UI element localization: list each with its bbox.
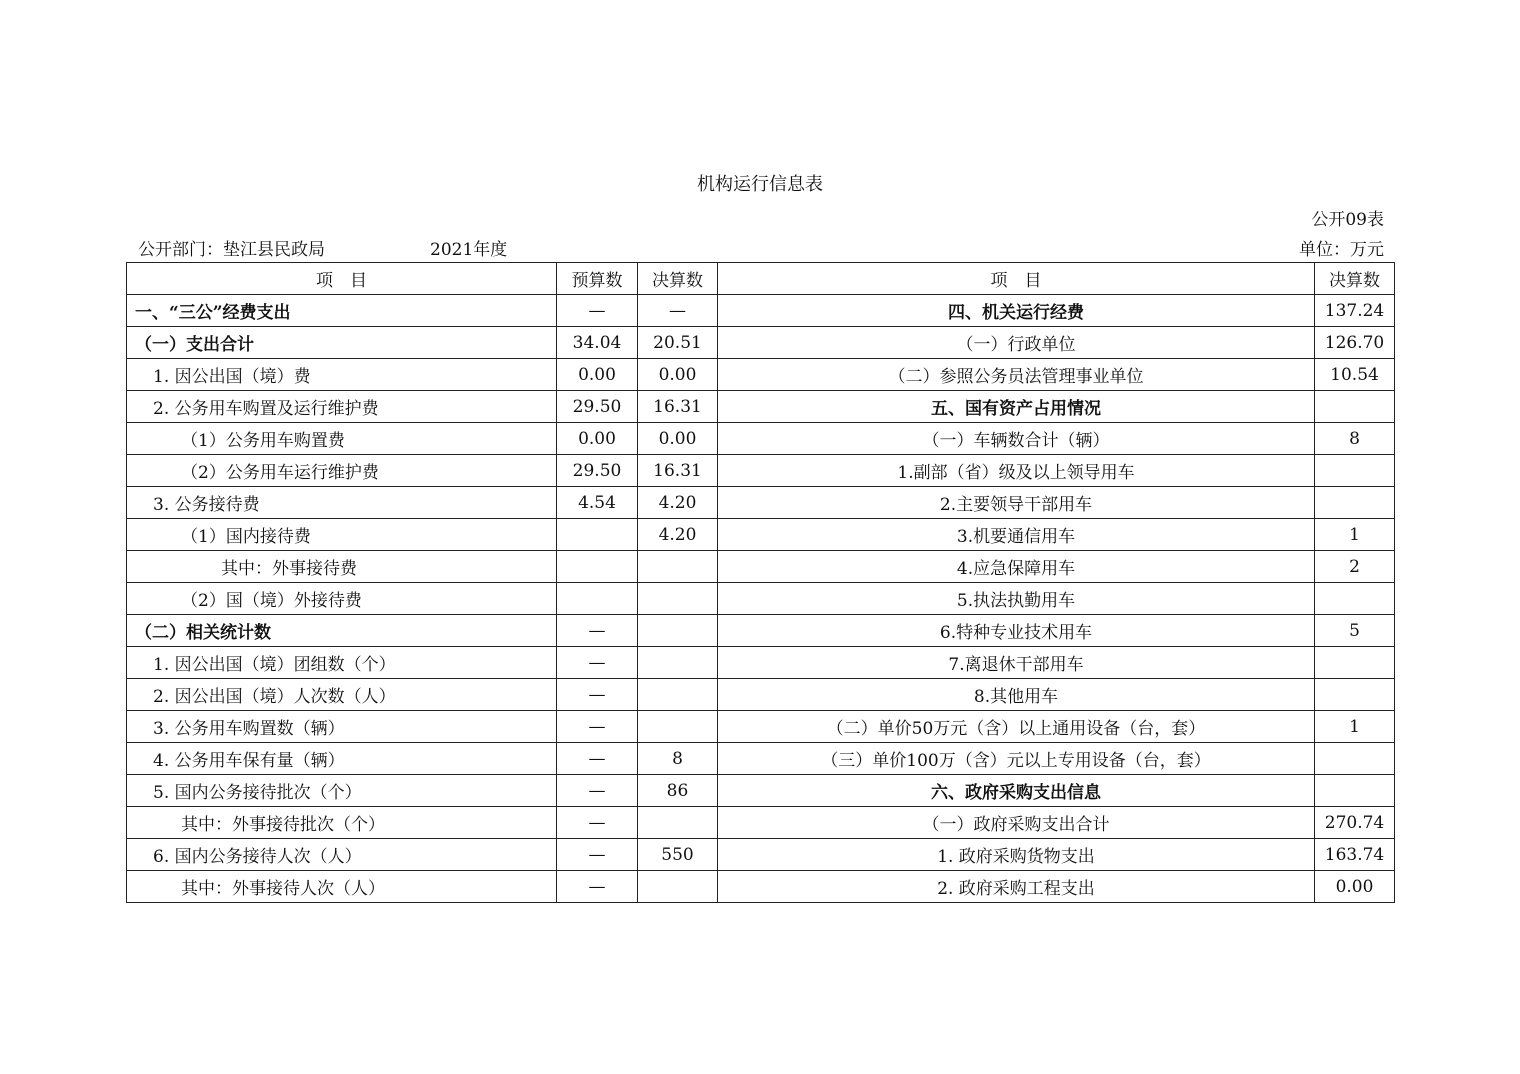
budget-cell: — — [557, 679, 638, 711]
table-row — [127, 743, 1395, 775]
left-item-cell: 4. 公务用车保有量（辆） — [127, 743, 557, 775]
unit-label: 单位：万元 — [1299, 240, 1384, 260]
final-cell: 4.20 — [638, 519, 718, 551]
budget-cell: — — [557, 295, 638, 327]
budget-cell: — — [557, 807, 638, 839]
form-number: 公开09表 — [1311, 210, 1384, 230]
right-final-cell — [1315, 391, 1395, 423]
right-final-cell: 126.70 — [1315, 327, 1395, 359]
right-item-cell: 6.特种专业技术用车 — [718, 615, 1315, 647]
budget-cell: — — [557, 615, 638, 647]
final-cell: — — [638, 295, 718, 327]
right-final-cell: 10.54 — [1315, 359, 1395, 391]
table-row — [127, 551, 1395, 583]
table-row — [127, 807, 1395, 839]
left-item-cell: （二）相关统计数 — [127, 615, 557, 647]
final-cell: 86 — [638, 775, 718, 807]
budget-cell: 29.50 — [557, 391, 638, 423]
table-row — [127, 679, 1395, 711]
left-item-cell: 其中：外事接待费 — [127, 551, 557, 583]
table-row — [127, 583, 1395, 615]
final-cell — [638, 871, 718, 903]
budget-cell — [557, 551, 638, 583]
info-table — [126, 262, 1395, 903]
budget-cell: 4.54 — [557, 487, 638, 519]
budget-cell: — — [557, 743, 638, 775]
right-final-cell: 137.24 — [1315, 295, 1395, 327]
right-item-cell: 六、政府采购支出信息 — [718, 775, 1315, 807]
right-final-cell — [1315, 583, 1395, 615]
table-row — [127, 455, 1395, 487]
fiscal-year: 2021年度 — [430, 240, 508, 260]
final-cell: 16.31 — [638, 391, 718, 423]
final-cell: 0.00 — [638, 423, 718, 455]
right-item-cell: （一）车辆数合计（辆） — [718, 423, 1315, 455]
final-cell — [638, 615, 718, 647]
final-cell — [638, 679, 718, 711]
table-row — [127, 359, 1395, 391]
right-item-cell: 2. 政府采购工程支出 — [718, 871, 1315, 903]
left-item-cell: 2. 因公出国（境）人次数（人） — [127, 679, 557, 711]
right-final-cell — [1315, 647, 1395, 679]
right-final-cell — [1315, 455, 1395, 487]
department-label: 公开部门：垫江县民政局 — [138, 240, 325, 260]
right-item-cell: 5.执法执勤用车 — [718, 583, 1315, 615]
right-final-cell — [1315, 743, 1395, 775]
header-budget: 预算数 — [557, 263, 638, 295]
header-item-left: 项 目 — [127, 263, 557, 295]
right-item-cell: 1.副部（省）级及以上领导用车 — [718, 455, 1315, 487]
budget-cell: — — [557, 839, 638, 871]
header-item-right: 项 目 — [718, 263, 1315, 295]
right-item-cell: 2.主要领导干部用车 — [718, 487, 1315, 519]
budget-cell: 29.50 — [557, 455, 638, 487]
left-item-cell: 3. 公务用车购置数（辆） — [127, 711, 557, 743]
right-final-cell — [1315, 679, 1395, 711]
table-row — [127, 295, 1395, 327]
budget-cell — [557, 519, 638, 551]
right-item-cell: 7.离退休干部用车 — [718, 647, 1315, 679]
budget-cell: — — [557, 711, 638, 743]
left-item-cell: 其中：外事接待人次（人） — [127, 871, 557, 903]
left-item-cell: 5. 国内公务接待批次（个） — [127, 775, 557, 807]
left-item-cell: （1）公务用车购置费 — [127, 423, 557, 455]
table-row — [127, 519, 1395, 551]
right-item-cell: （二）参照公务员法管理事业单位 — [718, 359, 1315, 391]
right-item-cell: 8.其他用车 — [718, 679, 1315, 711]
right-final-cell: 270.74 — [1315, 807, 1395, 839]
final-cell: 8 — [638, 743, 718, 775]
left-item-cell: 一、“三公”经费支出 — [127, 295, 557, 327]
right-final-cell: 5 — [1315, 615, 1395, 647]
table-row — [127, 871, 1395, 903]
final-cell — [638, 551, 718, 583]
right-final-cell: 2 — [1315, 551, 1395, 583]
page-title: 机构运行信息表 — [697, 174, 823, 195]
right-final-cell: 0.00 — [1315, 871, 1395, 903]
header-final: 决算数 — [638, 263, 718, 295]
right-item-cell: 3.机要通信用车 — [718, 519, 1315, 551]
budget-cell: — — [557, 775, 638, 807]
right-item-cell: （三）单价100万（含）元以上专用设备（台，套） — [718, 743, 1315, 775]
budget-cell — [557, 583, 638, 615]
right-item-cell: 五、国有资产占用情况 — [718, 391, 1315, 423]
left-item-cell: 3. 公务接待费 — [127, 487, 557, 519]
left-item-cell: 其中：外事接待批次（个） — [127, 807, 557, 839]
right-item-cell: （一）政府采购支出合计 — [718, 807, 1315, 839]
right-final-cell — [1315, 487, 1395, 519]
left-item-cell: 1. 因公出国（境）团组数（个） — [127, 647, 557, 679]
left-item-cell: （一）支出合计 — [127, 327, 557, 359]
table-row — [127, 391, 1395, 423]
table-row — [127, 327, 1395, 359]
table-row — [127, 775, 1395, 807]
final-cell: 20.51 — [638, 327, 718, 359]
left-item-cell: （2）公务用车运行维护费 — [127, 455, 557, 487]
left-item-cell: 6. 国内公务接待人次（人） — [127, 839, 557, 871]
final-cell: 4.20 — [638, 487, 718, 519]
table-row — [127, 423, 1395, 455]
final-cell: 16.31 — [638, 455, 718, 487]
final-cell — [638, 711, 718, 743]
header-final-right: 决算数 — [1315, 263, 1395, 295]
table-header-row — [127, 263, 1395, 295]
table-row — [127, 711, 1395, 743]
final-cell: 550 — [638, 839, 718, 871]
budget-cell: — — [557, 647, 638, 679]
right-item-cell: 四、机关运行经费 — [718, 295, 1315, 327]
right-final-cell: 1 — [1315, 711, 1395, 743]
final-cell: 0.00 — [638, 359, 718, 391]
left-item-cell: 2. 公务用车购置及运行维护费 — [127, 391, 557, 423]
right-final-cell: 163.74 — [1315, 839, 1395, 871]
right-item-cell: （二）单价50万元（含）以上通用设备（台，套） — [718, 711, 1315, 743]
table-row — [127, 839, 1395, 871]
table-row — [127, 615, 1395, 647]
left-item-cell: 1. 因公出国（境）费 — [127, 359, 557, 391]
table-row — [127, 487, 1395, 519]
final-cell — [638, 583, 718, 615]
final-cell — [638, 807, 718, 839]
right-item-cell: （一）行政单位 — [718, 327, 1315, 359]
budget-cell: 0.00 — [557, 423, 638, 455]
table-row — [127, 647, 1395, 679]
budget-cell: 34.04 — [557, 327, 638, 359]
right-final-cell: 8 — [1315, 423, 1395, 455]
right-item-cell: 4.应急保障用车 — [718, 551, 1315, 583]
budget-cell: — — [557, 871, 638, 903]
budget-cell: 0.00 — [557, 359, 638, 391]
left-item-cell: （1）国内接待费 — [127, 519, 557, 551]
right-final-cell — [1315, 775, 1395, 807]
right-final-cell: 1 — [1315, 519, 1395, 551]
left-item-cell: （2）国（境）外接待费 — [127, 583, 557, 615]
final-cell — [638, 647, 718, 679]
right-item-cell: 1. 政府采购货物支出 — [718, 839, 1315, 871]
